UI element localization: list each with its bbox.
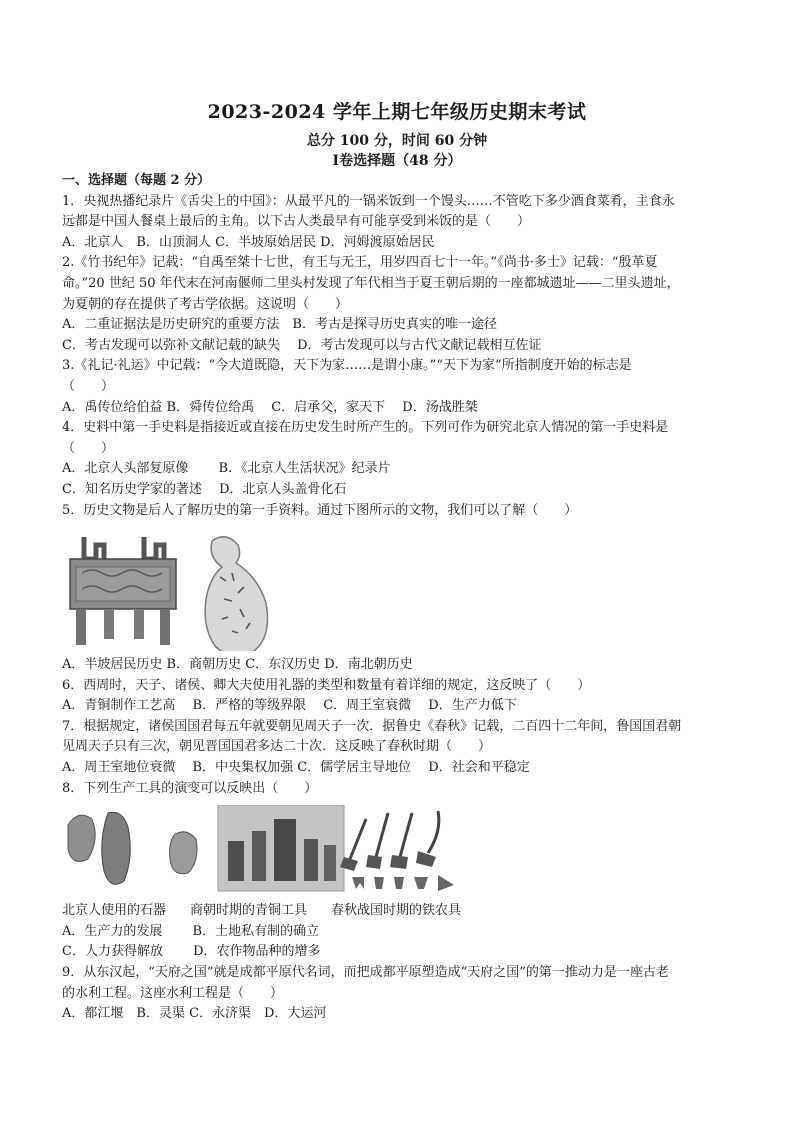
q8-stem: 8．下列生产工具的演变可以反映出（ ） [62, 780, 318, 796]
caption-iron-tools: 春秋战国时期的铁农具 [331, 903, 462, 919]
section-heading: 一、选择题（每题 2 分） [62, 173, 211, 188]
caption-bronze-tools: 商朝时期的青铜工具 [190, 903, 308, 919]
q8-captions [62, 901, 738, 922]
q3-options: A．禹传位给伯益 B．舜传位给禹 C．启承父，家天下 D．汤战胜桀 [62, 399, 478, 415]
q3-stem-line1: 3.《礼记·礼运》中记载：“今大道既隐，天下为家……是谓小康。”“天下为家”所指制度开始的标志是 [62, 358, 632, 374]
q7-stem-line2: 见周天子只有三次，朝见晋国国君多达二十次．这反映了春秋时期（ ） [62, 739, 492, 755]
tools-evolution-photos [62, 805, 492, 895]
q9-options: A．都江堰 B．灵渠 C．永济渠 D．大运河 [62, 1006, 327, 1022]
q6-stem: 6．西周时，天子、诸侯、卿大夫使用礼器的类型和数量有着详细的规定，这反映了（ ） [62, 677, 591, 693]
q7-stem-line1: 7．根据规定，诸侯国国君每五年就要朝见周天子一次．据鲁史《春秋》记载，二百四十二年间，鲁国国君朝 [62, 718, 682, 734]
q2-stem-line2: 命。”20 世纪 50 年代末在河南偃师二里头村发现了年代相当于夏王朝后期的一座都城遗址——二里头遗址， [62, 275, 680, 291]
q9-stem-line2: 的水利工程。这座水利工程是（ ） [62, 985, 284, 1001]
q9-stem-line1: 9．从东汉起，“天府之国”就是成都平原代名词，而把成都平原塑造成“天府之国”的第一推动力是一座古老 [62, 965, 669, 981]
q4-stem-line1: 4．史料中第一手史料是指接近或直接在历史发生时所产生的。下列可作为研究北京人情况的第一手史料是 [62, 420, 669, 436]
q1-options: A．北京人 B．山顶洞人 C．半坡原始居民 D．河姆渡原始居民 [62, 234, 435, 250]
q6-options: A．青铜制作工艺高 B．严格的等级界限 C．周王室衰微 D．生产力低下 [62, 698, 517, 714]
q2-options-ab: A．二重证据法是历史研究的重要方法 B．考古是探寻历史真实的唯一途径 [62, 317, 497, 333]
q2-options-cd: C．考古发现可以弥补文献记载的缺失 D．考古发现可以与古代文献记载相互佐证 [62, 337, 542, 353]
q2-stem-line3: 为夏朝的存在提供了考古学依据。这说明（ ） [62, 296, 349, 312]
q5-stem: 5．历史文物是后人了解历史的第一手资料。通过下图所示的文物，我们可以了解（ ） [62, 502, 578, 518]
q5-figure [62, 523, 738, 651]
q1-stem-line1: 1．央视热播纪录片《舌尖上的中国》：从最平凡的一锅米饭到一个馒头……不管吃下多少酒食菜肴，主食永 [62, 193, 675, 209]
q8-options-ab: A．生产力的发展 B．土地私有制的确立 [62, 923, 320, 939]
q1-stem-line2: 远都是中国人餐桌上最后的主角。以下古人类最早有可能享受到米饭的是（ ） [62, 214, 531, 230]
q4-stem-line2: （ ） [62, 440, 115, 456]
q7-options: A．周王室地位衰微 B．中央集权加强 C．儒学居主导地位 D．社会和平稳定 [62, 760, 530, 776]
section-label: Ⅰ卷选择题（48 分） [332, 153, 462, 169]
q4-options-cd: C．知名历史学家的著述 D．北京人头盖骨化石 [62, 481, 347, 497]
q8-options-cd: C．人力获得解放 D．农作物品种的增多 [62, 944, 321, 960]
q3-stem-line2: （ ） [62, 378, 115, 394]
caption-stone-tools: 北京人使用的石器 [62, 903, 167, 919]
q8-figure [62, 803, 738, 895]
exam-title: 2023-2024 学年上期七年级历史期末考试 [207, 101, 587, 123]
q4-options-ab: A．北京人头部复原像 B．《北京人生活状况》纪录片 [62, 461, 391, 477]
q5-options: A．半坡居民历史 B．商朝历史 C．东汉历史 D．南北朝历史 [62, 657, 413, 673]
question-list [62, 171, 738, 1025]
bronze-ding-photo [62, 527, 322, 651]
q2-stem-line1: 2.《竹书纪年》记载：“自禹至桀十七世，有王与无王，用岁四百七十一年。”《尚书·多士》记载：“殷革夏 [62, 255, 658, 271]
exam-info: 总分 100 分，时间 60 分钟 [306, 133, 488, 149]
